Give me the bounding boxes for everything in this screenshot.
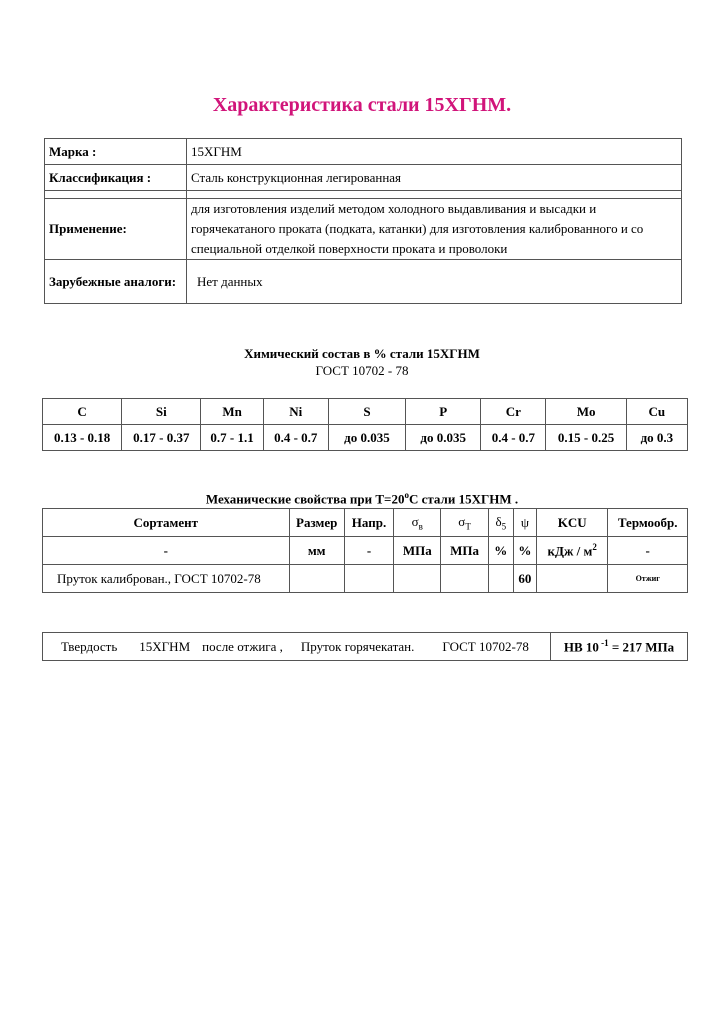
- table-row: [43, 509, 688, 537]
- hardness-state: после отжига ,: [202, 638, 283, 654]
- table-row: [45, 139, 682, 165]
- delta5-sub: 5: [501, 521, 507, 532]
- hardness-value: [551, 633, 688, 661]
- hardness-value-pre: НВ 10: [563, 639, 599, 655]
- element-value: до 0.035: [328, 425, 405, 451]
- element-header: Ni: [263, 399, 328, 425]
- sigma-t-unit: МПа: [441, 537, 488, 565]
- classification-value: Сталь конструкционная легированная: [187, 165, 682, 191]
- hardness-value-sup: -1: [598, 637, 609, 648]
- table-row: [43, 633, 688, 661]
- direction-header: Напр.: [344, 509, 393, 537]
- mech-caption-pre: Механические свойства при Т=20: [205, 491, 405, 507]
- sigma-t-value: [441, 565, 488, 593]
- sigma-b-symbol: σ: [411, 513, 419, 529]
- element-value: 0.4 - 0.7: [481, 425, 546, 451]
- assortment-value: Пруток калиброван., ГОСТ 10702-78: [43, 565, 290, 593]
- kcu-unit-sup: 2: [592, 541, 597, 552]
- kcu-unit-text: кДж / м: [547, 543, 593, 559]
- table-row: [43, 399, 688, 425]
- element-value: до 0.035: [406, 425, 481, 451]
- heat-treatment-value: Отжиг: [608, 565, 688, 593]
- sigma-b-header: [394, 509, 441, 537]
- hardness-table: [42, 632, 688, 661]
- kcu-value: [536, 565, 607, 593]
- size-value: [289, 565, 344, 593]
- sigma-b-sub: в: [418, 521, 423, 532]
- element-value: 0.17 - 0.37: [122, 425, 201, 451]
- mech-caption-degree: o: [404, 490, 409, 500]
- sigma-b-value: [394, 565, 441, 593]
- element-header: S: [328, 399, 405, 425]
- element-header: P: [406, 399, 481, 425]
- hardness-description: [43, 633, 551, 661]
- mech-caption: [0, 490, 724, 507]
- mech-caption-post: С стали 15ХГНМ .: [408, 491, 519, 507]
- spacer-cell: [45, 191, 187, 199]
- table-row: [45, 199, 682, 260]
- psi-unit: %: [513, 537, 536, 565]
- info-table: [44, 138, 682, 304]
- spacer-cell: [187, 191, 682, 199]
- kcu-unit: [536, 537, 607, 565]
- table-row: [43, 565, 688, 593]
- hardness-standard: ГОСТ 10702-78: [442, 638, 529, 654]
- grade-value: 15ХГНМ: [187, 139, 682, 165]
- element-value: 0.13 - 0.18: [43, 425, 122, 451]
- heat-treatment-header: Термообр.: [608, 509, 688, 537]
- table-row: [43, 425, 688, 451]
- delta5-symbol: δ: [495, 513, 502, 529]
- size-header: Размер: [289, 509, 344, 537]
- direction-unit: -: [344, 537, 393, 565]
- element-header: Cu: [626, 399, 687, 425]
- table-row: [43, 537, 688, 565]
- direction-value: [344, 565, 393, 593]
- delta5-header: [488, 509, 513, 537]
- chemical-composition-table: [42, 398, 688, 451]
- hardness-label: Твердость: [61, 638, 118, 654]
- sigma-t-sub: T: [465, 521, 471, 532]
- element-value: до 0.3: [626, 425, 687, 451]
- application-label: Применение:: [45, 199, 187, 260]
- assortment-header: Сортамент: [43, 509, 290, 537]
- foreign-analogs-value: Нет данных: [187, 260, 682, 304]
- assortment-unit: -: [43, 537, 290, 565]
- element-header: C: [43, 399, 122, 425]
- element-header: Mo: [546, 399, 626, 425]
- sigma-t-symbol: σ: [458, 513, 466, 529]
- element-value: 0.4 - 0.7: [263, 425, 328, 451]
- psi-value: 60: [513, 565, 536, 593]
- delta5-value: [488, 565, 513, 593]
- grade-label: Марка :: [45, 139, 187, 165]
- element-header: Cr: [481, 399, 546, 425]
- application-value: для изготовления изделий методом холодного выдавливания и высадки и горячекатаного проката (подката, катанки) для изготовления калиброванного и со специальной отделкой поверхности проката и проволоки: [187, 199, 682, 260]
- element-value: 0.7 - 1.1: [201, 425, 263, 451]
- table-row: [45, 191, 682, 199]
- table-row: [45, 260, 682, 304]
- chem-standard: ГОСТ 10702 - 78: [315, 363, 409, 378]
- classification-label: Классификация :: [45, 165, 187, 191]
- size-unit: мм: [289, 537, 344, 565]
- hardness-product: Пруток горячекатан.: [300, 638, 415, 654]
- foreign-analogs-label: Зарубежные аналоги:: [45, 260, 187, 304]
- table-row: [45, 165, 682, 191]
- element-header: Mn: [201, 399, 263, 425]
- element-header: Si: [122, 399, 201, 425]
- heat-treatment-unit: -: [608, 537, 688, 565]
- hardness-value-post: = 217 МПа: [608, 639, 675, 655]
- delta5-unit: %: [488, 537, 513, 565]
- chem-caption: Химический состав в % стали 15ХГНМ: [244, 346, 480, 361]
- sigma-b-unit: МПа: [394, 537, 441, 565]
- page-title: Характеристика стали 15ХГНМ.: [212, 94, 512, 116]
- element-value: 0.15 - 0.25: [546, 425, 626, 451]
- psi-header: ψ: [513, 509, 536, 537]
- kcu-header: KCU: [536, 509, 607, 537]
- mechanical-properties-table: [42, 508, 688, 593]
- sigma-t-header: [441, 509, 488, 537]
- hardness-grade: 15ХГНМ: [139, 638, 191, 654]
